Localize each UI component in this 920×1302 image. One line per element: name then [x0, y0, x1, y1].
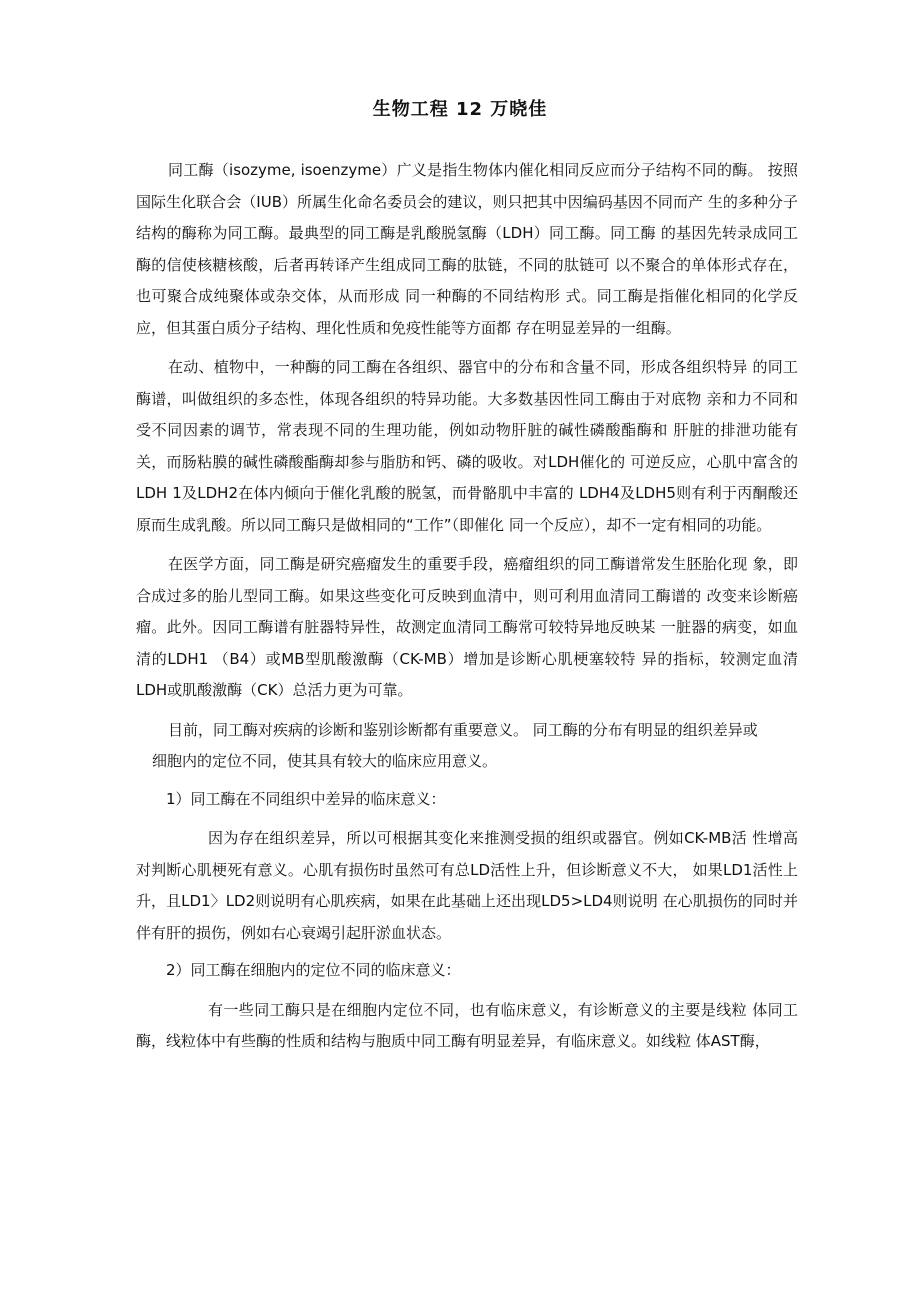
paragraph-definition: 同工酶（isozyme, isoenzyme）广义是指生物体内催化相同反应而分子结构不同的酶。 按照国际生化联合会（IUB）所属生化命名委员会的建议，则只把其中因编码基因不同而产 生的多种分子结构的酶称为同工酶。最典型的同工酶是乳酸脱氢酶（LDH）同工酶。同工酶 的基因先转录成同工酶的信使核糖核酸，后者再转译产生组成同工酶的肽链，不同的肽链可 以不聚合的单体形式存在，也可聚合成纯聚体或杂交体，从而形成 同一种酶的不同结构形 式。同工酶是指催化相同的化学反应，但其蛋白质分子结构、理化性质和免疫性能等方面都 存在明显差异的一组酶。 — [136, 161, 798, 337]
summary-line-1: 目前，同工酶对疾病的诊断和鉴别诊断都有重要意义。 同工酶的分布有明显的组织差异或 — [168, 720, 758, 739]
summary-line-2: 细胞内的定位不同，使其具有较大的临床应用意义。 — [152, 752, 498, 770]
item-1-heading: 1）同工酶在不同组织中差异的临床意义： — [166, 789, 446, 808]
paragraph-medical-use: 在医学方面，同工酶是研究癌瘤发生的重要手段，癌瘤组织的同工酶谱常发生胚胎化现 象，即合成过多的胎儿型同工酶。如果这些变化可反映到血清中，则可利用血清同工酶谱的 改变来诊断癌瘤。此外。因同工酶谱有脏器特异性，故测定血清同工酶常可较特异地反映某 一脏器的病变，如血清的LDH1 （B4）或MB型肌酸激酶（CK-MB）增加是诊断心肌梗塞较特 异的指标，较测定血清LDH或肌酸激酶（CK）总活力更为可靠。 — [136, 555, 798, 699]
document-body — [136, 155, 798, 1058]
item-2-heading: 2）同工酶在细胞内的定位不同的临床意义： — [166, 961, 461, 979]
item-1-text: 因为存在组织差异，所以可根据其变化来推测受损的组织或器官。例如CK-MB活 性增高对判断心肌梗死有意义。心肌有损伤时虽然可有总LD活性上升，但诊断意义不大， 如果LD1活性上升，且LD1〉LD2则说明有心肌疾病，如果在此基础上还出现LD5>LD4则说明 在心肌损伤的同时并伴有肝的损伤，例如右心衰竭引起肝淤血状态。 — [136, 829, 798, 942]
document-title: 生物工程 12 万晓佳 — [372, 99, 548, 120]
item-2-text: 有一些同工酶只是在细胞内定位不同，也有临床意义，有诊断意义的主要是线粒 体同工酶，线粒体中有些酶的性质和结构与胞质中同工酶有明显差异，有临床意义。如线粒 体AST酶， — [136, 1000, 798, 1050]
paragraph-tissue-distribution: 在动、植物中，一种酶的同工酶在各组织、器官中的分布和含量不同，形成各组织特异 的同工酶谱，叫做组织的多态性，体现各组织的特异功能。大多数基因性同工酶由于对底物 亲和力不同和受不同因素的调节，常表现不同的生理功能，例如动物肝脏的碱性磷酸酯酶和 肝脏的排泄功能有关，而肠粘膜的碱性磷酸酯酶却参与脂肪和钙、磷的吸收。对LDH催化的 可逆反应，心肌中富含的LDH 1及LDH2在体内倾向于催化乳酸的脱氢，而骨骼肌中丰富的 LDH4及LDH5则有利于丙酮酸还原而生成乳酸。所以同工酶只是做相同的“工作”（即催化 同一个反应），却不一定有相同的功能。 — [136, 358, 798, 534]
